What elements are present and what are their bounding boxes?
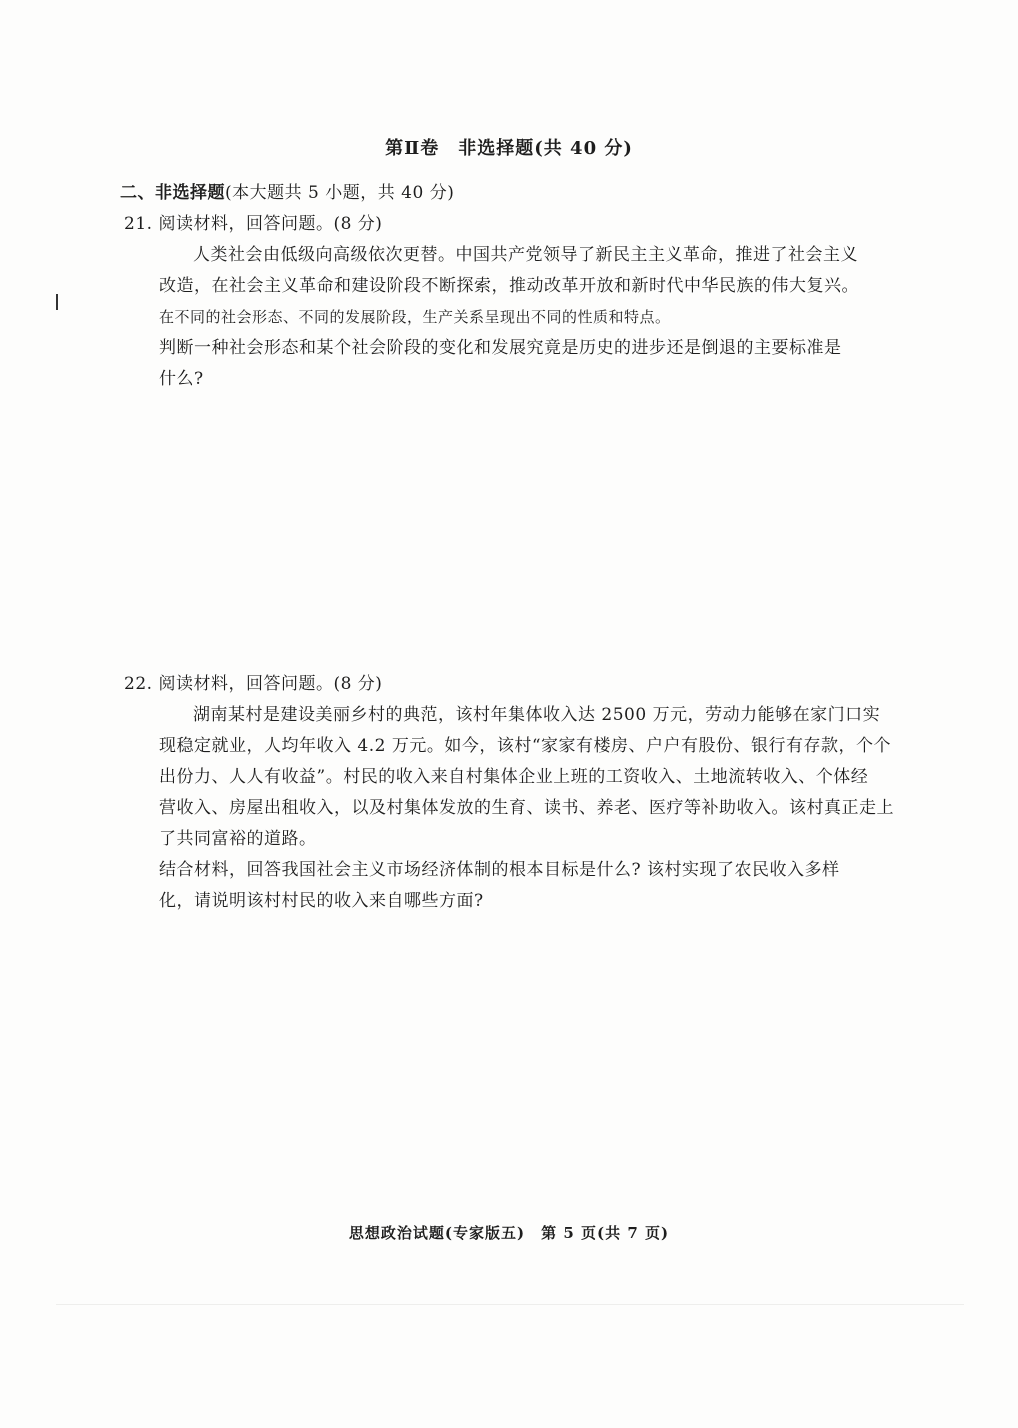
question-22-question-line: 结合材料，回答我国社会主义市场经济体制的根本目标是什么? 该村实现了农民收入多样: [159, 860, 840, 880]
question-22-material-line: 出份力、人人有收益”。村民的收入来自村集体企业上班的工资收入、土地流转收入、个体经: [159, 767, 869, 787]
page-footer: 思想政治试题(专家版五) 第 5 页(共 7 页): [348, 1224, 670, 1242]
question-22-material-line: 了共同富裕的道路。: [159, 829, 317, 849]
question-21-material-line: 人类社会由低级向高级依次更替。中国共产党领导了新民主主义革命，推进了社会主义: [193, 245, 858, 265]
question-21-title: 21. 阅读材料，回答问题。(8 分): [124, 214, 383, 234]
question-22-title: 22. 阅读材料，回答问题。(8 分): [124, 674, 383, 694]
question-22-material-line: 现稳定就业，人均年收入 4.2 万元。如今，该村“家家有楼房、户户有股份、银行有存款，个个: [159, 736, 892, 756]
section-title: 第Ⅱ卷 非选择题(共 40 分): [385, 138, 633, 159]
question-22-question-line: 化，请说明该村村民的收入来自哪些方面?: [159, 891, 484, 911]
question-21-answer-area[interactable]: [124, 400, 904, 660]
question-21-material-line: 改造，在社会主义革命和建设阶段不断探索，推动改革开放和新时代中华民族的伟大复兴。: [159, 276, 859, 296]
question-22-material-line: 湖南某村是建设美丽乡村的典范，该村年集体收入达 2500 万元，劳动力能够在家门口实: [193, 705, 881, 725]
part-heading-label: 二、非选择题: [120, 183, 225, 203]
part-heading-note: (本大题共 5 小题，共 40 分): [225, 183, 455, 203]
scan-shadow-line: [56, 1304, 964, 1305]
question-21-question-line: 什么?: [159, 369, 204, 389]
question-22-material-line: 营收入、房屋出租收入，以及村集体发放的生育、读书、养老、医疗等补助收入。该村真正走上: [159, 798, 894, 818]
part-heading: [120, 181, 454, 205]
question-21-material-line: 在不同的社会形态、不同的发展阶段，生产关系呈现出不同的性质和特点。: [159, 308, 671, 326]
question-22-answer-area[interactable]: [124, 925, 904, 1205]
scan-edge-mark: [56, 294, 58, 310]
question-21-question-line: 判断一种社会形态和某个社会阶段的变化和发展究竟是历史的进步还是倒退的主要标准是: [159, 338, 842, 358]
